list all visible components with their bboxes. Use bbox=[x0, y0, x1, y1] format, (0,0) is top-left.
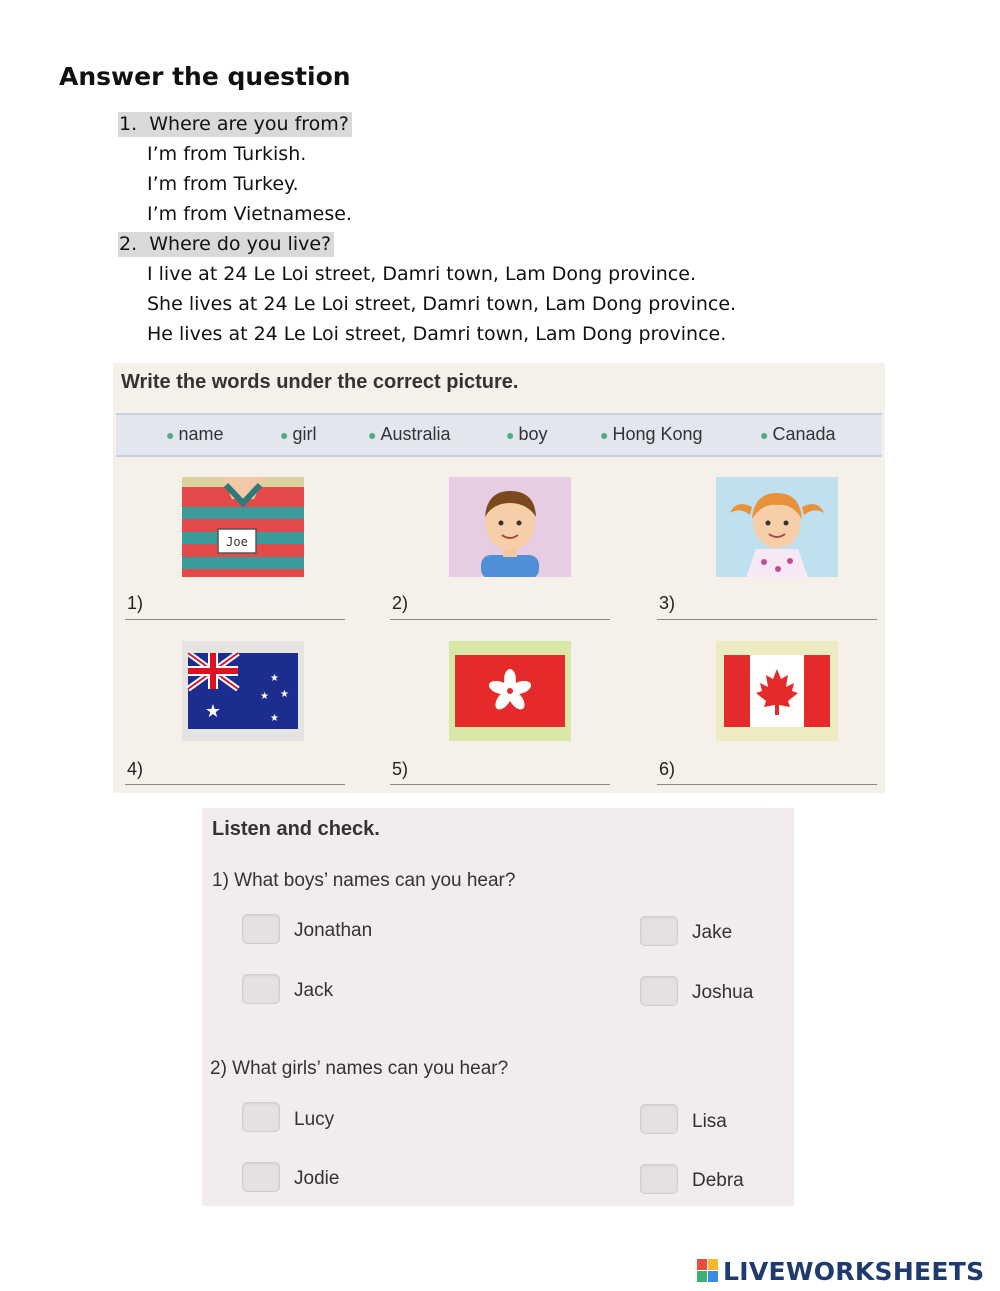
checkbox-jonathan[interactable] bbox=[242, 914, 280, 944]
svg-text:★: ★ bbox=[270, 673, 279, 684]
write-words-panel bbox=[113, 363, 885, 793]
canada-flag-picture bbox=[716, 641, 838, 741]
word-bank-item: ● Canada bbox=[760, 424, 836, 444]
item-number: 1) bbox=[127, 593, 144, 613]
answer-line[interactable] bbox=[390, 619, 610, 620]
svg-text:★: ★ bbox=[260, 691, 269, 702]
hong-kong-flag-picture bbox=[449, 641, 571, 741]
girl-name: Debra bbox=[692, 1170, 744, 1191]
listen-check-panel bbox=[202, 808, 794, 1206]
answer-line[interactable] bbox=[125, 619, 345, 620]
logo-text: LIVEWORKSHEETS bbox=[723, 1256, 985, 1286]
item-number: 4) bbox=[127, 759, 144, 779]
word-bank bbox=[116, 413, 882, 457]
svg-text:★: ★ bbox=[270, 713, 279, 724]
checkbox-debra[interactable] bbox=[640, 1164, 678, 1194]
page-heading: Answer the question bbox=[59, 62, 351, 91]
answer-option[interactable]: She lives at 24 Le Loi street, Damri town, Lam Dong province. bbox=[147, 293, 737, 315]
svg-text:★: ★ bbox=[280, 689, 289, 700]
item-number: 5) bbox=[392, 759, 409, 779]
answer-line[interactable] bbox=[657, 619, 877, 620]
question-number: 1. bbox=[119, 113, 138, 135]
checkbox-jack[interactable] bbox=[242, 974, 280, 1004]
logo-icon bbox=[697, 1259, 719, 1283]
answer-line[interactable] bbox=[390, 784, 610, 785]
word-bank-item: ● Australia bbox=[368, 424, 451, 444]
girl-name: Lucy bbox=[294, 1109, 335, 1130]
name-tag-text: Joe bbox=[226, 535, 248, 549]
checkbox-lucy[interactable] bbox=[242, 1102, 280, 1132]
boy-name: Jonathan bbox=[294, 920, 373, 941]
item-number: 6) bbox=[659, 759, 676, 779]
answer-line[interactable] bbox=[657, 784, 877, 785]
item-number: 2) bbox=[392, 593, 409, 613]
checkbox-jake[interactable] bbox=[640, 916, 678, 946]
write-words-title: Write the words under the correct picture. bbox=[121, 371, 519, 393]
answer-option[interactable]: He lives at 24 Le Loi street, Damri town, Lam Dong province. bbox=[147, 323, 727, 345]
question-text: Where do you live? bbox=[149, 233, 332, 255]
checkbox-lisa[interactable] bbox=[640, 1104, 678, 1134]
answer-option[interactable]: I’m from Turkey. bbox=[147, 173, 299, 195]
listen-check-title: Listen and check. bbox=[212, 818, 380, 840]
word-bank-item: ● boy bbox=[506, 424, 548, 444]
question-text: Where are you from? bbox=[149, 113, 349, 135]
question-number: 2. bbox=[119, 233, 138, 255]
boy-name: Jake bbox=[692, 922, 733, 943]
boy-name: Joshua bbox=[692, 982, 754, 1003]
answer-option[interactable]: I live at 24 Le Loi street, Damri town, Lam Dong province. bbox=[147, 263, 696, 285]
word-bank-item: ● name bbox=[166, 424, 224, 444]
question-1-prompt bbox=[118, 113, 352, 135]
item-number: 3) bbox=[659, 593, 676, 613]
girls-question: 2) What girls’ names can you hear? bbox=[210, 1058, 509, 1079]
boy-name: Jack bbox=[294, 980, 334, 1001]
name-tag-picture bbox=[182, 477, 304, 577]
liveworksheets-logo bbox=[697, 1255, 984, 1287]
girl-picture bbox=[716, 477, 838, 577]
girl-name: Jodie bbox=[294, 1168, 340, 1189]
boys-question: 1) What boys’ names can you hear? bbox=[212, 870, 516, 891]
answer-option[interactable]: I’m from Vietnamese. bbox=[147, 203, 352, 225]
answer-option[interactable]: I’m from Turkish. bbox=[147, 143, 307, 165]
girl-name: Lisa bbox=[692, 1111, 727, 1132]
question-2-prompt bbox=[118, 233, 334, 255]
checkbox-joshua[interactable] bbox=[640, 976, 678, 1006]
checkbox-jodie[interactable] bbox=[242, 1162, 280, 1192]
word-bank-item: ● Hong Kong bbox=[600, 424, 703, 444]
australia-flag-picture bbox=[182, 641, 304, 741]
boy-picture bbox=[449, 477, 571, 577]
svg-text:★: ★ bbox=[204, 701, 222, 721]
word-bank-item: ● girl bbox=[280, 424, 317, 444]
answer-line[interactable] bbox=[125, 784, 345, 785]
